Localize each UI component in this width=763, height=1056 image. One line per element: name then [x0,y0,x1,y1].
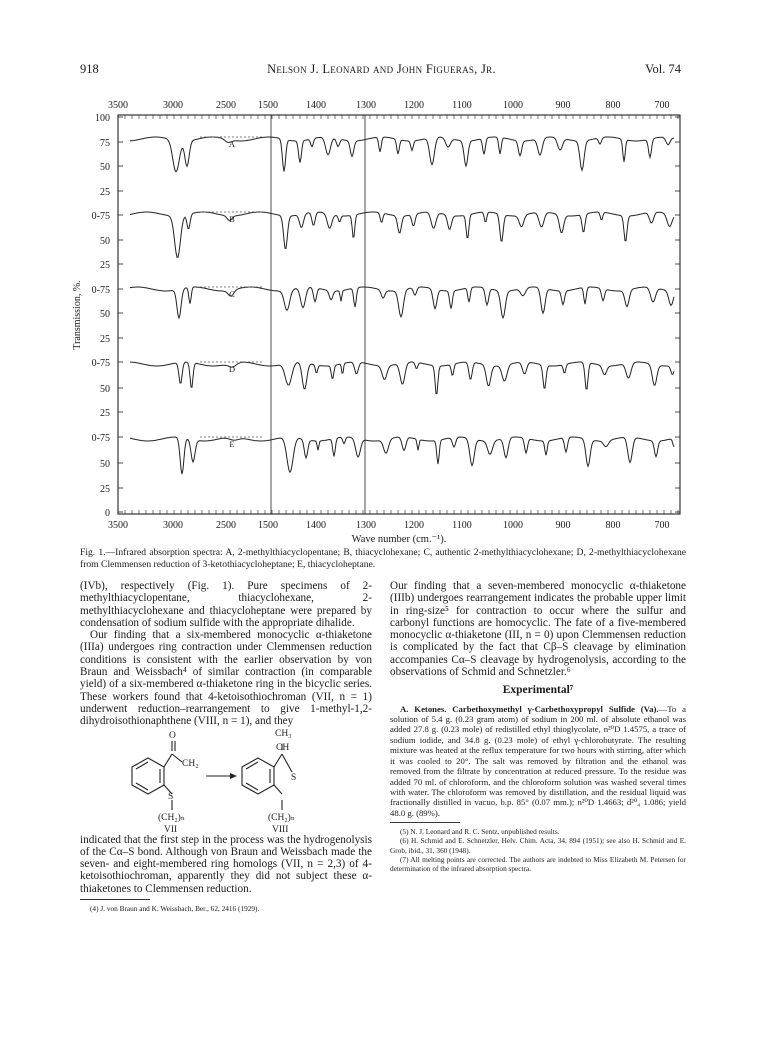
x-tick-label-top: 1200 [404,100,424,111]
experimental-heading: Experimental⁷ [502,684,574,697]
viii-label: VIII [272,824,289,834]
y-tick-label: 25 [100,260,110,271]
chemical-structure-vii-viii [80,728,372,834]
viii-ch3: CH₃ [275,728,292,739]
x-axis-label: Wave number (cm.⁻¹). [351,534,447,545]
x-tick-label-top: 1500 [258,100,278,111]
x-tick-label-bottom: 1500 [258,520,278,531]
x-tick-label-top: 3500 [108,100,128,111]
vii-sulfur: S [168,791,174,802]
footnote-rule-left [80,899,150,900]
x-tick-label-top: 2500 [216,100,236,111]
viii-sulfur: S [291,772,297,783]
left-paragraph-2: Our finding that a six-membered monocyclic α-thiaketone (IIIa) undergoes ring contraction under Clemmensen reduction conditions is consistent with the earlier observation by von Braun and Weissbach⁴ of similar contraction (in comparable yield) of a six-membered α-thiaketone ring in the bicyclic series. These workers found that 4-ketoisothiochroman (VII, n = 1) underwent reduction–rearrangement to give 1-methyl-1,2-dihydroisothionaphthene (VIII, n = 1), and they [80,629,372,728]
left-column [80,580,372,913]
vii-oxygen: O [169,730,176,741]
x-tick-label-top: 700 [654,100,670,111]
x-tick-label-top: 1400 [306,100,326,111]
left-paragraph-3: indicated that the first step in the process was the hydrogenolysis of the Cα–S bond. Although von Braun and Weissbach made the seven- and eight-membered ring homologs (VII, n = 2,3) of 4-ketoisothiochroman, apparently they did not subject these α-thiaketones to Clemmensen reduction. [80,833,372,895]
experimental-lead: A. Ketones. Carbethoxymethyl γ-Carbethoxypropyl Sulfide (Va). [400,703,659,714]
y-tick-label: 25 [100,484,110,495]
y-tick-label: 0 [105,508,110,519]
spectrum-trace [130,212,674,257]
y-tick-label: 0-75 [91,285,110,296]
y-tick-label: 50 [100,236,110,247]
x-tick-label-top: 800 [605,100,621,111]
x-tick-label-bottom: 900 [555,520,571,531]
spectrum-label: A [228,139,236,149]
x-tick-label-bottom: 3500 [108,520,128,531]
y-tick-label: 50 [100,459,110,470]
x-tick-label-bottom: 2500 [216,520,236,531]
footnote-5: (5) N. J. Leonard and R. C. Sentz, unpublished results. [400,827,560,837]
spectrum-trace [130,362,674,394]
experimental-text: —To a solution of 5.4 g. (0.23 gram atom) of sodium in 200 ml. of absolute ethanol was added 27.8 g. (0.23 mole) of redistilled ethyl thioglycolate, n²⁰D 1.4575, a trace of sodium iodide, and 34.8 g. (0.23 mole) of ethyl γ-chlorobutyrate. The resulting mixture was heated at the reflux temperature for two hours with stirring, after which it was cooled to 20°. The salt was removed by filtration and the ethanol was removed from the filtrate by concentration at reduced pressure. To the residue was added 70 ml. of chloroform, and the chloroform solution was washed several times with water. The chloroform was removed by distillation, and the residual liquid was fractionally distilled in vacuo, b.p. 85° (0.07 mm.); n²⁰D 1.4663; d²⁰₄ 1.086; yield 48.0 g. (89%). [390,703,686,818]
y-tick-label: 50 [100,384,110,395]
viii-chain: (CH₂)ₙ [268,812,295,823]
spectrum-label: E [229,439,235,449]
vii-label: VII [164,824,178,834]
structure-drawing [80,728,372,834]
y-tick-label: 0-75 [91,433,110,444]
y-tick-label: 0-75 [91,211,110,222]
spectrum-label: B [229,214,235,224]
spectra-group [130,137,674,474]
y-tick-label: 25 [100,408,110,419]
page-number: 918 [80,62,99,76]
plot-border [118,115,680,514]
vii-chain: (CH₂)ₙ [158,812,185,823]
running-title: Nelson J. Leonard and John Figueras, Jr. [267,62,496,76]
y-tick-label: 25 [100,187,110,198]
viii-ch: CH [276,742,290,753]
y-axis-label: Transmission, %. [72,280,83,350]
experimental-paragraph [390,704,686,818]
reaction-arrow-head [230,773,237,779]
right-paragraph-1: Our finding that a seven-membered monocyclic α-thiaketone (IIIb) undergoes rearrangement indicates the probable upper limit in ring-size⁵ for contraction to occur where the sulfur and carbonyl functions are homocyclic. The fate of a five-membered monocyclic α-thiaketone (III, n = 0) upon Clemmensen reduction is complicated by the fact that Cβ–S cleavage by elimination accompanies Cα–S cleavage by hydrogenolysis, according to the observations of Schmid and Schnetzler.⁶ [390,580,686,679]
x-tick-label-top: 900 [555,100,571,111]
x-tick-label-bottom: 1000 [503,520,523,531]
axis-text-group [72,100,670,545]
y-tick-label: 50 [100,309,110,320]
right-column [390,580,686,873]
x-tick-label-bottom: 1100 [452,520,472,531]
figure-caption: Fig. 1.—Infrared absorption spectra: A, 2-methylthiacyclopentane; B, thiacyclohexane; C, authentic 2-methylthiacyclohexane; D, 2-methylthiacyclohexane from Clemmensen reduction of 3-ketothiacycloheptane; E, thiacycloheptane. [80,547,686,570]
x-tick-label-bottom: 800 [605,520,621,531]
volume-label: Vol. 74 [645,62,681,76]
footnote-7: (7) All melting points are corrected. The authors are indebted to Miss Elizabeth M. Petersen for determination of the infrared absorption spectra. [390,854,686,873]
x-tick-label-bottom: 1200 [404,520,424,531]
x-tick-label-bottom: 3000 [163,520,183,531]
x-tick-label-top: 1300 [356,100,376,111]
x-tick-label-bottom: 700 [654,520,670,531]
spectrum-trace [130,137,674,172]
plot-frame [118,115,680,514]
y-tick-label: 100 [95,113,110,124]
y-tick-label: 0-75 [91,358,110,369]
y-tick-label: 75 [100,138,110,149]
spectrum-label: C [229,289,235,299]
footnote-6: (6) H. Schmid and E. Schnetzler, Helv. Chim. Acta, 34, 894 (1951); see also H. Schmid and E. Grob, ibid., 31, 360 (1948). [390,836,686,855]
footnote-4: (4) J. von Braun and K. Weissbach, Ber., 62, 2416 (1929). [90,904,260,914]
spectrum-label: D [228,364,236,374]
footnote-rule-right [390,822,460,823]
x-tick-label-top: 3000 [163,100,183,111]
spectrum-trace [130,437,674,474]
y-tick-label: 25 [100,334,110,345]
spectrum-trace [130,287,674,318]
x-tick-label-bottom: 1400 [306,520,326,531]
x-tick-label-top: 1100 [452,100,472,111]
x-tick-label-top: 1000 [503,100,523,111]
vii-ch2: CH₂ [182,758,199,769]
left-paragraph-1: (IVb), respectively (Fig. 1). Pure specimens of 2-methylthiacyclopentane, thiacyclohexane, 2-methylthiacyclohexane and thiacycloheptane were prepared by condensation of sodium sulfide with the appropriate dihalide. [80,580,372,629]
y-tick-label: 50 [100,162,110,173]
x-tick-label-bottom: 1300 [356,520,376,531]
